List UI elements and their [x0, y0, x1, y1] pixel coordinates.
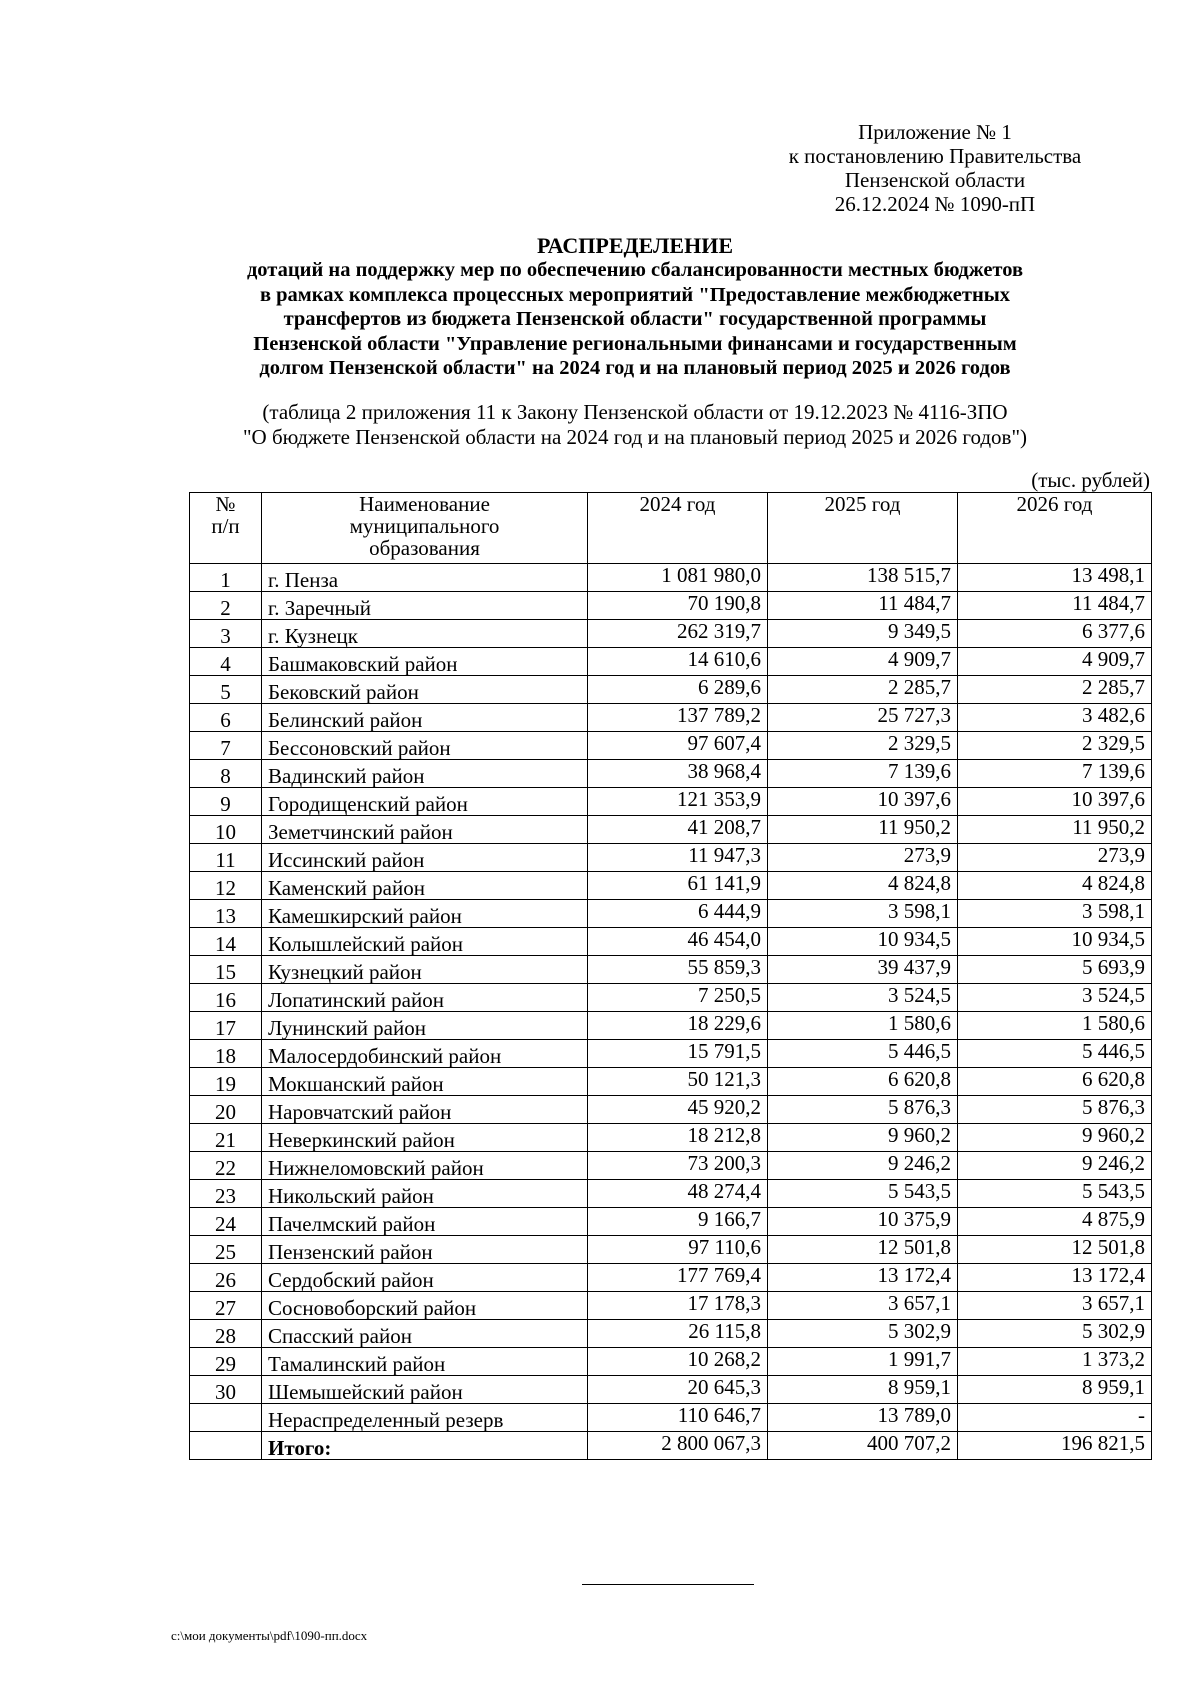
row-2024-value: 14 610,6 [588, 648, 768, 676]
row-2024-value: 97 607,4 [588, 732, 768, 760]
row-2026-value: 1 373,2 [958, 1348, 1152, 1376]
row-municipality: Вадинский район [262, 760, 588, 788]
row-municipality: Нераспределенный резерв [262, 1404, 588, 1432]
row-2026-value: 5 876,3 [958, 1096, 1152, 1124]
row-municipality: Спасский район [262, 1320, 588, 1348]
row-2025-value: 6 620,8 [768, 1068, 958, 1096]
row-municipality: Сердобский район [262, 1264, 588, 1292]
row-2025-value: 138 515,7 [768, 564, 958, 592]
row-municipality: Малосердобинский район [262, 1040, 588, 1068]
document-heading [150, 234, 1120, 381]
table-row [190, 732, 1152, 760]
table-row [190, 1348, 1152, 1376]
row-2025-value: 1 991,7 [768, 1348, 958, 1376]
table-row [190, 956, 1152, 984]
row-number: 26 [190, 1264, 262, 1292]
row-2024-value: 121 353,9 [588, 788, 768, 816]
row-2024-value: 18 229,6 [588, 1012, 768, 1040]
row-2025-value: 13 172,4 [768, 1264, 958, 1292]
table-row [190, 788, 1152, 816]
subtitle-line: долгом Пензенской области" на 2024 год и на плановый период 2025 и 2026 годов [259, 357, 1011, 379]
table-row [190, 1012, 1152, 1040]
row-2026-value: 13 172,4 [958, 1264, 1152, 1292]
row-2025-value: 3 657,1 [768, 1292, 958, 1320]
row-2024-value: 9 166,7 [588, 1208, 768, 1236]
row-2026-value: 10 934,5 [958, 928, 1152, 956]
row-number: 30 [190, 1376, 262, 1404]
table-row [190, 1264, 1152, 1292]
table-body [190, 564, 1152, 1460]
row-2024-value: 7 250,5 [588, 984, 768, 1012]
row-number: 3 [190, 620, 262, 648]
row-number: 15 [190, 956, 262, 984]
row-number: 29 [190, 1348, 262, 1376]
row-number: 27 [190, 1292, 262, 1320]
row-2026-value: 5 543,5 [958, 1180, 1152, 1208]
file-path-footer: c:\мои документы\pdf\1090-пп.docx [171, 1628, 368, 1643]
table-row [190, 1376, 1152, 1404]
end-separator-line [582, 1584, 754, 1585]
total-number-empty [190, 1432, 262, 1460]
row-number: 24 [190, 1208, 262, 1236]
table-row [190, 872, 1152, 900]
table-row [190, 760, 1152, 788]
table-row [190, 900, 1152, 928]
row-municipality: Бессоновский район [262, 732, 588, 760]
appendix-block [720, 120, 1150, 216]
row-municipality: Неверкинский район [262, 1124, 588, 1152]
row-number: 11 [190, 844, 262, 872]
total-2026-value: 196 821,5 [958, 1432, 1152, 1460]
subtitle-line: в рамках комплекса процессных мероприятий "Предоставление межбюджетных [259, 283, 1011, 306]
appendix-date-number: 26.12.2024 № 1090-пП [834, 192, 1036, 216]
table-row [190, 704, 1152, 732]
header-2024: 2024 год [588, 493, 768, 564]
units-label: (тыс. рублей) [1031, 468, 1150, 492]
header-municipality: Наименование муниципального образования [262, 493, 588, 564]
row-municipality: г. Заречный [262, 592, 588, 620]
row-2025-value: 5 543,5 [768, 1180, 958, 1208]
row-municipality: Мокшанский район [262, 1068, 588, 1096]
document-title: РАСПРЕДЕЛЕНИЕ [536, 233, 733, 258]
row-2025-value: 2 285,7 [768, 676, 958, 704]
row-2025-value: 4 824,8 [768, 872, 958, 900]
table-row [190, 1068, 1152, 1096]
row-number: 28 [190, 1320, 262, 1348]
table-row [190, 564, 1152, 592]
row-2024-value: 61 141,9 [588, 872, 768, 900]
appendix-line: к постановлению Правительства [788, 144, 1082, 168]
row-number [190, 1404, 262, 1432]
row-2024-value: 15 791,5 [588, 1040, 768, 1068]
row-number: 20 [190, 1096, 262, 1124]
row-number: 2 [190, 592, 262, 620]
row-2024-value: 48 274,4 [588, 1180, 768, 1208]
row-municipality: Шемышейский район [262, 1376, 588, 1404]
table-row [190, 844, 1152, 872]
row-municipality: Лопатинский район [262, 984, 588, 1012]
appendix-line: Приложение № 1 [858, 120, 1012, 144]
table-row [190, 648, 1152, 676]
table-total-row [190, 1432, 1152, 1460]
row-number: 13 [190, 900, 262, 928]
row-2025-value: 11 484,7 [768, 592, 958, 620]
table-row [190, 816, 1152, 844]
row-municipality: г. Кузнецк [262, 620, 588, 648]
row-2024-value: 70 190,8 [588, 592, 768, 620]
row-2024-value: 1 081 980,0 [588, 564, 768, 592]
row-2026-value: 11 484,7 [958, 592, 1152, 620]
row-number: 7 [190, 732, 262, 760]
table-row [190, 1124, 1152, 1152]
row-number: 19 [190, 1068, 262, 1096]
row-2024-value: 137 789,2 [588, 704, 768, 732]
row-2025-value: 1 580,6 [768, 1012, 958, 1040]
row-2025-value: 12 501,8 [768, 1236, 958, 1264]
row-2026-value: 3 524,5 [958, 984, 1152, 1012]
row-2024-value: 97 110,6 [588, 1236, 768, 1264]
row-2025-value: 39 437,9 [768, 956, 958, 984]
row-number: 17 [190, 1012, 262, 1040]
row-number: 9 [190, 788, 262, 816]
row-2025-value: 273,9 [768, 844, 958, 872]
row-2024-value: 177 769,4 [588, 1264, 768, 1292]
row-2024-value: 17 178,3 [588, 1292, 768, 1320]
row-2024-value: 55 859,3 [588, 956, 768, 984]
row-2025-value: 9 246,2 [768, 1152, 958, 1180]
row-number: 10 [190, 816, 262, 844]
row-number: 18 [190, 1040, 262, 1068]
row-municipality: Пачелмский район [262, 1208, 588, 1236]
row-2026-value: 13 498,1 [958, 564, 1152, 592]
row-2025-value: 2 329,5 [768, 732, 958, 760]
table-row [190, 1152, 1152, 1180]
row-2026-value: 5 446,5 [958, 1040, 1152, 1068]
row-2024-value: 38 968,4 [588, 760, 768, 788]
total-label: Итого: [262, 1432, 588, 1460]
document-subtitle [150, 258, 1120, 381]
row-2024-value: 41 208,7 [588, 816, 768, 844]
row-number: 14 [190, 928, 262, 956]
row-2026-value: 3 482,6 [958, 704, 1152, 732]
table-row [190, 592, 1152, 620]
row-2026-value: 9 246,2 [958, 1152, 1152, 1180]
row-municipality: Камешкирский район [262, 900, 588, 928]
row-number: 1 [190, 564, 262, 592]
row-municipality: г. Пенза [262, 564, 588, 592]
row-number: 6 [190, 704, 262, 732]
row-2026-value: 4 875,9 [958, 1208, 1152, 1236]
row-2026-value: 2 329,5 [958, 732, 1152, 760]
row-number: 12 [190, 872, 262, 900]
table-row [190, 1236, 1152, 1264]
row-2025-value: 5 302,9 [768, 1320, 958, 1348]
row-2025-value: 4 909,7 [768, 648, 958, 676]
subtitle-line: трансфертов из бюджета Пензенской области" государственной программы [283, 308, 987, 330]
row-2026-value: 4 824,8 [958, 872, 1152, 900]
subtitle-line: Пензенской области "Управление региональными финансами и государственным [253, 332, 1017, 355]
row-2026-value: 11 950,2 [958, 816, 1152, 844]
source-reference [150, 400, 1120, 450]
row-number: 25 [190, 1236, 262, 1264]
row-municipality: Белинский район [262, 704, 588, 732]
row-2026-value: 6 377,6 [958, 620, 1152, 648]
row-municipality: Городищенский район [262, 788, 588, 816]
row-2024-value: 50 121,3 [588, 1068, 768, 1096]
row-2025-value: 5 876,3 [768, 1096, 958, 1124]
row-number: 5 [190, 676, 262, 704]
header-number: № п/п [190, 493, 262, 564]
row-number: 16 [190, 984, 262, 1012]
table-header-row [190, 493, 1152, 564]
total-2024-value: 2 800 067,3 [588, 1432, 768, 1460]
row-number: 22 [190, 1152, 262, 1180]
table-row [190, 984, 1152, 1012]
table-row [190, 1208, 1152, 1236]
row-2024-value: 20 645,3 [588, 1376, 768, 1404]
row-2025-value: 13 789,0 [768, 1404, 958, 1432]
header-2026: 2026 год [958, 493, 1152, 564]
row-2026-value: 6 620,8 [958, 1068, 1152, 1096]
row-2024-value: 26 115,8 [588, 1320, 768, 1348]
row-2024-value: 110 646,7 [588, 1404, 768, 1432]
row-number: 21 [190, 1124, 262, 1152]
row-2024-value: 10 268,2 [588, 1348, 768, 1376]
row-2026-value: 10 397,6 [958, 788, 1152, 816]
row-municipality: Тамалинский район [262, 1348, 588, 1376]
row-number: 8 [190, 760, 262, 788]
table-row [190, 676, 1152, 704]
row-2025-value: 9 960,2 [768, 1124, 958, 1152]
row-2025-value: 10 397,6 [768, 788, 958, 816]
row-2026-value: 5 693,9 [958, 956, 1152, 984]
row-2026-value: 3 598,1 [958, 900, 1152, 928]
subtitle-line: дотаций на поддержку мер по обеспечению сбалансированности местных бюджетов [246, 259, 1024, 281]
row-2024-value: 46 454,0 [588, 928, 768, 956]
row-2026-value: 7 139,6 [958, 760, 1152, 788]
source-line: (таблица 2 приложения 11 к Закону Пензенской области от 19.12.2023 № 4116-ЗПО [262, 400, 1008, 424]
row-municipality: Колышлейский район [262, 928, 588, 956]
row-2025-value: 9 349,5 [768, 620, 958, 648]
row-2024-value: 18 212,8 [588, 1124, 768, 1152]
row-2026-value: 2 285,7 [958, 676, 1152, 704]
row-2026-value: 5 302,9 [958, 1320, 1152, 1348]
row-municipality: Нижнеломовский район [262, 1152, 588, 1180]
row-municipality: Никольский район [262, 1180, 588, 1208]
row-municipality: Лунинский район [262, 1012, 588, 1040]
appendix-line: Пензенской области [844, 168, 1026, 192]
row-2024-value: 6 289,6 [588, 676, 768, 704]
total-2025-value: 400 707,2 [768, 1432, 958, 1460]
table-row [190, 1320, 1152, 1348]
row-2026-value: 1 580,6 [958, 1012, 1152, 1040]
row-2024-value: 262 319,7 [588, 620, 768, 648]
row-municipality: Земетчинский район [262, 816, 588, 844]
table-row [190, 1180, 1152, 1208]
row-2025-value: 5 446,5 [768, 1040, 958, 1068]
table-row [190, 1040, 1152, 1068]
table-row [190, 1404, 1152, 1432]
row-municipality: Каменский район [262, 872, 588, 900]
row-2025-value: 8 959,1 [768, 1376, 958, 1404]
row-2026-value: 8 959,1 [958, 1376, 1152, 1404]
row-2025-value: 7 139,6 [768, 760, 958, 788]
distribution-table [189, 492, 1152, 1460]
row-2024-value: 45 920,2 [588, 1096, 768, 1124]
table-row [190, 1096, 1152, 1124]
row-municipality: Пензенский район [262, 1236, 588, 1264]
row-municipality: Кузнецкий район [262, 956, 588, 984]
row-2024-value: 6 444,9 [588, 900, 768, 928]
table-row [190, 928, 1152, 956]
row-2026-value: - [958, 1404, 1152, 1432]
row-2026-value: 9 960,2 [958, 1124, 1152, 1152]
row-municipality: Бековский район [262, 676, 588, 704]
row-2025-value: 25 727,3 [768, 704, 958, 732]
row-municipality: Иссинский район [262, 844, 588, 872]
row-2025-value: 11 950,2 [768, 816, 958, 844]
row-2025-value: 10 375,9 [768, 1208, 958, 1236]
row-2026-value: 12 501,8 [958, 1236, 1152, 1264]
table-row [190, 620, 1152, 648]
row-2026-value: 3 657,1 [958, 1292, 1152, 1320]
source-line: "О бюджете Пензенской области на 2024 год и на плановый период 2025 и 2026 годов") [242, 425, 1028, 449]
row-number: 23 [190, 1180, 262, 1208]
row-2024-value: 11 947,3 [588, 844, 768, 872]
row-2026-value: 4 909,7 [958, 648, 1152, 676]
row-2026-value: 273,9 [958, 844, 1152, 872]
row-2025-value: 3 598,1 [768, 900, 958, 928]
row-municipality: Башмаковский район [262, 648, 588, 676]
table-row [190, 1292, 1152, 1320]
row-municipality: Наровчатский район [262, 1096, 588, 1124]
header-2025: 2025 год [768, 493, 958, 564]
row-2025-value: 3 524,5 [768, 984, 958, 1012]
row-number: 4 [190, 648, 262, 676]
row-municipality: Сосновоборский район [262, 1292, 588, 1320]
row-2025-value: 10 934,5 [768, 928, 958, 956]
row-2024-value: 73 200,3 [588, 1152, 768, 1180]
